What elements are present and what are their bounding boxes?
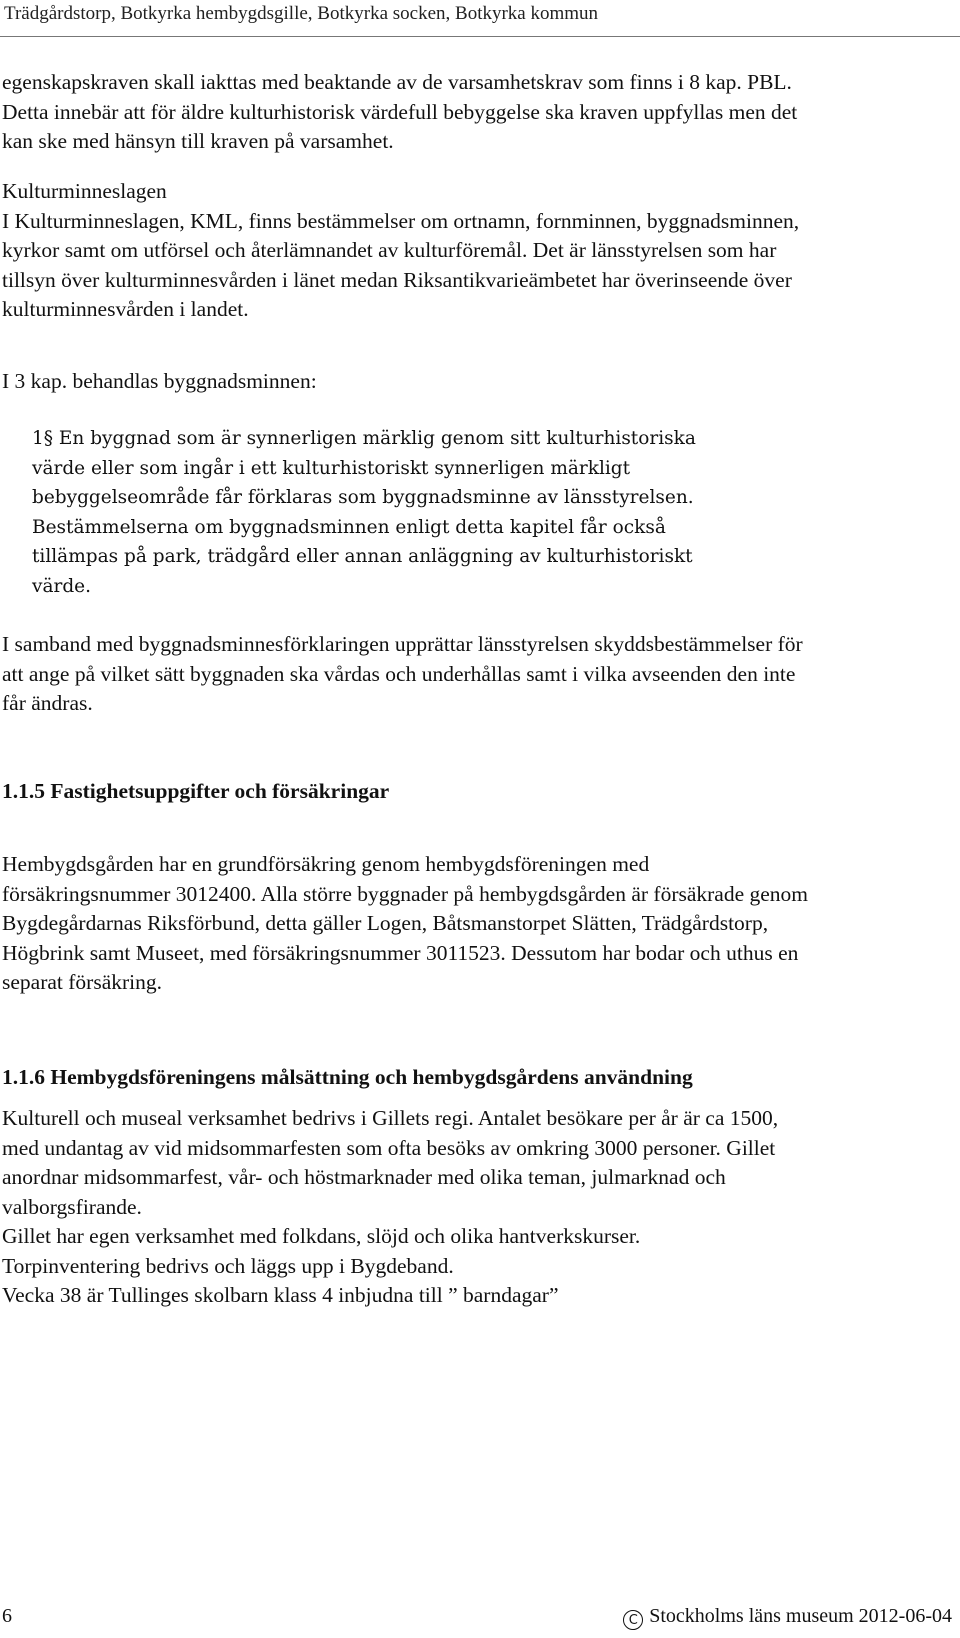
text-line: valborgsfirande.	[2, 1194, 142, 1219]
text-line: med undantag av vid midsommarfesten som ofta besöks av omkring 3000 personer. Gillet	[2, 1135, 776, 1160]
text-line: separat försäkring.	[2, 970, 162, 994]
quote-line: bebyggelseområde får förklaras som byggnadsminne av länsstyrelsen.	[32, 487, 694, 508]
quote-line: värde eller som ingår i ett kulturhistoriskt synnerligen märkligt	[32, 457, 631, 479]
text-line: tillsyn över kulturminnesvården i länet medan Riksantikvarieämbetet har överinseende över	[2, 267, 792, 292]
text-line: kyrkor samt om utförsel och återlämnandet av kulturföremål. Det är länsstyrelsen som har	[2, 238, 777, 262]
text-line: Torpinventering bedrivs och läggs upp i Bygdeband.	[2, 1253, 454, 1278]
text-line: I samband med byggnadsminnesförklaringen upprättar länsstyrelsen skyddsbestämmelser för	[2, 632, 803, 656]
quote-line: värde.	[32, 575, 91, 597]
text-line: Gillet har egen verksamhet med folkdans, slöjd och olika hantverkskurser.	[2, 1224, 641, 1248]
text-line: Vecka 38 är Tullinges skolbarn klass 4 inbjudna till ” barndagar”	[2, 1283, 559, 1307]
text-line: Hembygdsgården har en grundförsäkring genom hembygdsföreningen med	[2, 852, 650, 876]
text-line: får ändras.	[2, 691, 93, 715]
text-line: Bygdegårdarnas Riksförbund, detta gäller Logen, Båtsmanstorpet Slätten, Trädgårdstorp,	[2, 911, 769, 935]
quote-line: 1§ En byggnad som är synnerligen märklig genom sitt kulturhistoriska	[32, 428, 696, 449]
text-line: Högbrink samt Museet, med försäkringsnummer 3011523. Dessutom har bodar och uthus en	[2, 940, 799, 965]
text-line: anordnar midsommarfest, vår- och höstmarknader med olika teman, julmarknad och	[2, 1165, 726, 1189]
copyright-icon: C	[623, 1610, 643, 1630]
usage-paragraph	[2, 1104, 952, 1311]
quote-line: Bestämmelserna om byggnadsminnen enligt detta kapitel får också	[32, 516, 666, 538]
text-line: att ange på vilket sätt byggnaden ska vårdas och underhållas samt i vilka avseenden den inte	[2, 661, 796, 686]
intro-paragraph	[2, 68, 952, 157]
text-line: Detta innebär att för äldre kulturhistorisk värdefull bebyggelse ska kraven uppfyllas men det	[2, 99, 798, 124]
footer-credit	[623, 1603, 952, 1630]
text-line: I Kulturminneslagen, KML, finns bestämmelser om ortnamn, fornminnen, byggnadsminnen,	[2, 208, 800, 233]
text-line: försäkringsnummer 3012400. Alla större byggnader på hembygdsgården är försäkrade genom	[2, 881, 809, 906]
chapter-intro	[2, 367, 952, 397]
text-line: egenskapskraven skall iakttas med beaktande av de varsamhetskrav som finns i 8 kap. PBL.	[2, 70, 792, 94]
law-quote	[32, 424, 922, 601]
text-line: Kulturell och museal verksamhet bedrivs i Gillets regi. Antalet besökare per år är ca 1500,	[2, 1106, 779, 1130]
section-heading-usage: 1.1.6 Hembygdsföreningens målsättning och hembygdsgårdens användning	[2, 1065, 693, 1089]
text-line: I 3 kap. behandlas byggnadsminnen:	[2, 369, 317, 393]
quote-line: tillämpas på park, trädgård eller annan anläggning av kulturhistoriskt	[32, 546, 693, 567]
header-divider	[0, 36, 960, 37]
text-line: kulturminnesvården i landet.	[2, 297, 249, 321]
footer-credit-text: Stockholms läns museum 2012-06-04	[649, 1605, 952, 1627]
insurance-paragraph	[2, 850, 952, 998]
running-header: Trädgårdstorp, Botkyrka hembygdsgille, Botkyrka socken, Botkyrka kommun	[4, 3, 599, 24]
page-number: 6	[2, 1605, 12, 1627]
text-line: Kulturminneslagen	[2, 179, 167, 203]
kml-paragraph	[2, 177, 952, 325]
protection-paragraph	[2, 630, 952, 719]
text-line: kan ske med hänsyn till kraven på varsamhet.	[2, 129, 394, 153]
section-heading-insurance: 1.1.5 Fastighetsuppgifter och försäkringar	[2, 779, 390, 803]
